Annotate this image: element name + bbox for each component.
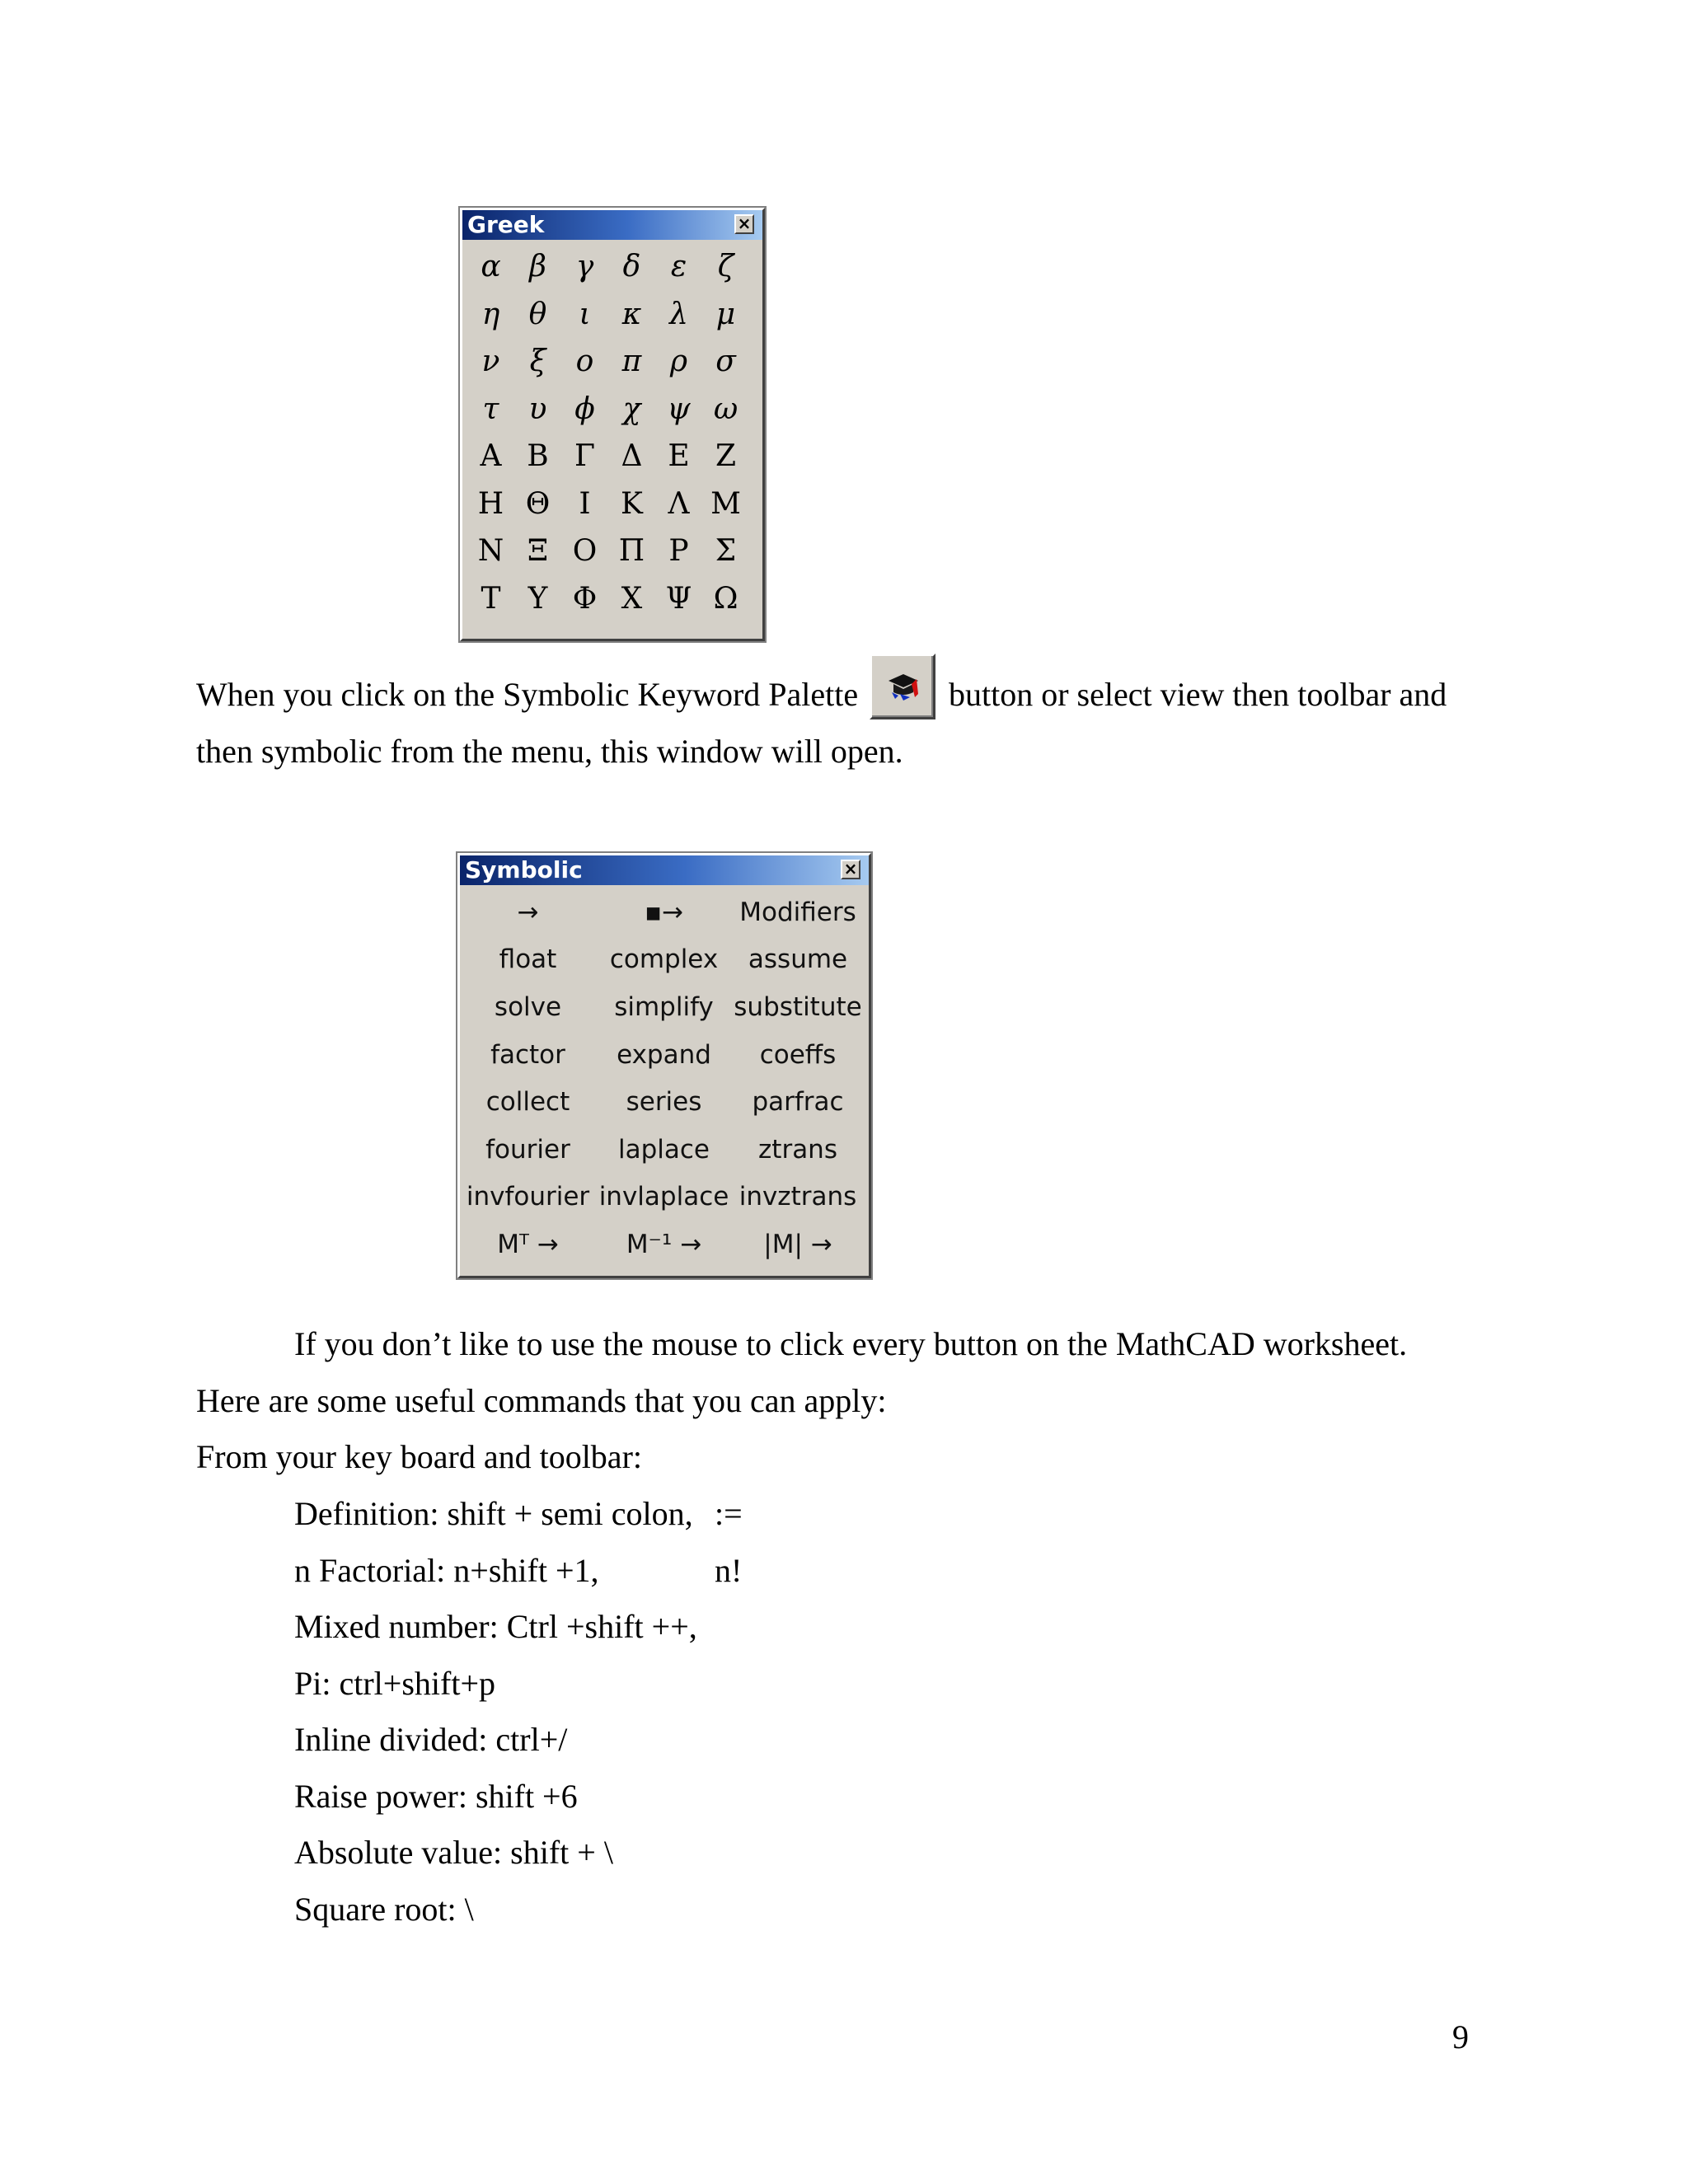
greek-symbol-button[interactable]: χ — [622, 391, 641, 426]
greek-symbol-button[interactable]: ψ — [667, 391, 691, 426]
command-label: Pi: ctrl+shift+p — [294, 1665, 496, 1702]
symbolic-keyword-button[interactable]: laplace — [617, 1134, 710, 1165]
greek-symbol-button[interactable]: σ — [715, 344, 736, 379]
greek-symbol-button[interactable]: Α — [480, 439, 502, 474]
greek-symbol-button[interactable]: ρ — [669, 344, 688, 379]
command-symbol: := — [715, 1495, 743, 1532]
symbolic-keyword-grid — [460, 885, 869, 1268]
symbolic-keyword-button[interactable]: simplify — [614, 991, 714, 1022]
intro-line2: then symbolic from the menu, this window will open. — [196, 733, 903, 770]
symbolic-keyword-button[interactable]: float — [499, 944, 557, 975]
greek-symbol-button[interactable]: ι — [579, 297, 591, 331]
symbolic-keyword-button[interactable]: parfrac — [752, 1087, 844, 1118]
greek-palette — [460, 208, 765, 641]
symbolic-keyword-button[interactable]: M⁻¹ → — [626, 1229, 702, 1259]
symbolic-keyword-button[interactable]: |M| → — [763, 1229, 832, 1259]
symbolic-keyword-button[interactable]: invztrans — [738, 1182, 857, 1212]
greek-symbol-button[interactable]: κ — [621, 297, 642, 331]
symbolic-keyword-button[interactable]: invfourier — [466, 1182, 590, 1212]
greek-symbol-button[interactable]: Ζ — [715, 439, 736, 474]
greek-symbol-button[interactable]: Φ — [572, 581, 598, 616]
greek-symbol-button[interactable]: Υ — [528, 581, 548, 616]
symbolic-keyword-button[interactable]: solve — [494, 991, 562, 1022]
command-label: Absolute value: shift + \ — [294, 1834, 613, 1871]
paragraph-line3: From your key board and toolbar: — [196, 1438, 642, 1475]
greek-symbol-button[interactable]: ε — [670, 250, 687, 284]
greek-symbol-button[interactable]: Ε — [668, 439, 690, 474]
command-label: Definition: shift + semi colon, — [294, 1495, 693, 1532]
close-icon[interactable]: × — [841, 860, 860, 879]
symbolic-keyword-button[interactable]: assume — [748, 944, 848, 975]
greek-symbol-button[interactable]: θ — [528, 297, 547, 331]
symbolic-keyword-button[interactable]: → — [517, 897, 539, 927]
symbolic-keyword-palette-icon — [872, 656, 933, 717]
symbolic-keyword-button[interactable]: Mᵀ → — [497, 1229, 559, 1259]
greek-symbol-button[interactable]: Ι — [579, 486, 591, 521]
greek-symbol-button[interactable]: ο — [575, 344, 594, 379]
greek-symbol-button[interactable]: δ — [622, 250, 641, 284]
greek-symbol-button[interactable]: Ω — [713, 581, 738, 616]
greek-symbol-button[interactable]: ϕ — [574, 391, 595, 426]
greek-symbol-button[interactable]: Ν — [477, 534, 504, 569]
greek-symbol-button[interactable]: μ — [715, 297, 736, 331]
greek-symbol-button[interactable]: Ξ — [527, 534, 549, 569]
symbolic-palette-title: Symbolic — [465, 856, 583, 883]
greek-symbol-button[interactable]: Ρ — [668, 534, 689, 569]
symbolic-palette-titlebar[interactable] — [460, 855, 869, 885]
page-number: 9 — [1452, 2018, 1469, 2055]
symbolic-keyword-button[interactable]: series — [626, 1087, 702, 1118]
symbolic-palette — [457, 853, 871, 1278]
greek-symbol-button[interactable]: Κ — [621, 486, 643, 521]
greek-symbol-button[interactable]: π — [621, 344, 642, 379]
symbolic-keyword-button[interactable]: expand — [617, 1039, 711, 1070]
symbolic-keyword-button[interactable]: fourier — [485, 1134, 570, 1165]
greek-symbol-button[interactable]: ω — [713, 391, 738, 426]
symbolic-keyword-button[interactable]: collect — [485, 1087, 570, 1118]
greek-symbol-button[interactable]: Δ — [621, 439, 643, 474]
greek-symbol-button[interactable]: Η — [477, 486, 504, 521]
greek-symbol-button[interactable]: Π — [618, 534, 645, 569]
symbolic-keyword-button[interactable]: complex — [609, 944, 719, 975]
symbolic-keyword-button[interactable]: invlaplace — [598, 1182, 729, 1212]
symbolic-keyword-button[interactable]: ▪→ — [645, 897, 683, 927]
command-label: Square root: \ — [294, 1891, 474, 1928]
greek-palette-title: Greek — [467, 211, 545, 238]
intro-line1-before: When you click on the Symbolic Keyword Palette — [196, 676, 859, 713]
greek-symbol-button[interactable]: ξ — [529, 344, 546, 379]
symbolic-keyword-button[interactable]: coeffs — [759, 1039, 837, 1070]
greek-symbol-button[interactable]: ν — [481, 344, 500, 379]
greek-symbol-button[interactable]: Τ — [481, 581, 501, 616]
greek-symbol-button[interactable]: Ψ — [665, 581, 692, 616]
greek-symbol-button[interactable]: τ — [482, 391, 499, 426]
symbolic-keyword-button[interactable]: Modifiers — [739, 897, 856, 927]
paragraph-line2: Here are some useful commands that you can apply: — [196, 1382, 887, 1419]
paragraph-line1: If you don’t like to use the mouse to click every button on the MathCAD worksheet. — [294, 1325, 1408, 1362]
greek-symbol-button[interactable]: α — [481, 250, 501, 284]
greek-symbol-button[interactable]: Ο — [572, 534, 598, 569]
symbolic-keyword-button[interactable]: factor — [490, 1039, 565, 1070]
command-label: Mixed number: Ctrl +shift ++, — [294, 1608, 697, 1645]
greek-symbol-button[interactable]: Χ — [621, 581, 643, 616]
greek-symbol-button[interactable]: υ — [528, 391, 547, 426]
greek-symbol-button[interactable]: Σ — [715, 534, 737, 569]
command-label: Raise power: shift +6 — [294, 1778, 578, 1815]
symbolic-keyword-button[interactable]: ztrans — [758, 1134, 837, 1165]
greek-symbol-button[interactable]: Β — [527, 439, 549, 474]
symbolic-keyword-button[interactable]: substitute — [734, 991, 862, 1022]
greek-symbol-grid — [462, 240, 762, 622]
command-label: Inline divided: ctrl+/ — [294, 1721, 568, 1758]
command-label: n Factorial: n+shift +1, — [294, 1552, 599, 1589]
close-icon[interactable]: × — [734, 214, 754, 234]
command-symbol: n! — [715, 1552, 743, 1589]
greek-symbol-button[interactable]: γ — [575, 250, 594, 284]
greek-symbol-button[interactable]: ζ — [717, 250, 734, 284]
greek-symbol-button[interactable]: Λ — [668, 486, 690, 521]
greek-symbol-button[interactable]: Μ — [710, 486, 741, 521]
greek-palette-titlebar[interactable] — [462, 210, 762, 240]
intro-line1-after: button or select view then toolbar and — [949, 676, 1447, 713]
symbolic-keyword-palette-button[interactable] — [870, 654, 935, 719]
greek-symbol-button[interactable]: η — [481, 297, 500, 331]
greek-symbol-button[interactable]: Θ — [525, 486, 551, 521]
greek-symbol-button[interactable]: β — [529, 250, 546, 284]
greek-symbol-button[interactable]: λ — [669, 297, 688, 331]
greek-symbol-button[interactable]: Γ — [574, 439, 595, 474]
